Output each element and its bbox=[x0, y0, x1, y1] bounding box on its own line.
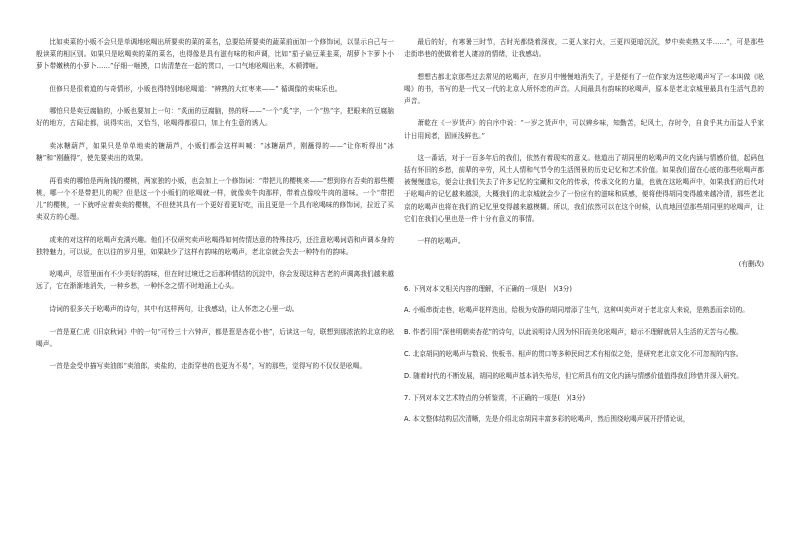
essay-paragraph: 卖冰糖葫芦，如果只是单单地卖的糖葫芦，小贩们都会这样叫喊：“冰糖葫芦，刚蘸得的——”让你听得出“冰糖”和“刚蘸得”，使先要卖出的效果。 bbox=[36, 142, 394, 163]
essay-paragraph: 一首是夏仁虎《旧京秋词》中的一句“可怜三十六钟声，都是惹是杏花小巷”，后读这一句，联想到那浓浓的北京的吆喝声。 bbox=[36, 327, 394, 348]
essay-paragraph: 诗词的很多关于吆喝声的诗句，其中有这样两句，让我感动，让人怀恋之心里一动。 bbox=[49, 305, 299, 313]
essay-paragraph: 再看卖的哪怕是两角钱的樱桃，两家独的小贩，也会加上一个修饰词：“带把儿的樱桃来——”想到你有否卖的那些樱桃，哪一个不是带把儿的呢？但是这一个小贩们的吆喝就一样，就像卖牛肉那样，带着点像咬牛肉的滋味。一个“带把儿”的樱桃，一下就呼应着卖卖的樱桃，不但使其具有一个更好看更好吃，而且更是一个具有吆喝味的修饰词，拉近了买卖双方的心理。 bbox=[36, 176, 394, 222]
essay-paragraph: 但修只是很着道的与奇情形，小贩也得特别地吆喝道：“辨熟的大红枣来——” 循调像的卖味乐也。 bbox=[49, 84, 342, 93]
essay-paragraph: 萧乾在《一岁货声》的自序中说：“一岁之货声中，可以辨乡味，知勤苦，纪风土，存时令，自食乎其力而益人乎家计日用间者，固匪浅鲜也。” bbox=[404, 119, 764, 140]
essay-paragraph: 比如卖菜的小贩不会只是单调地吆喝出所要卖的菜的菜名，总要给所要卖的蔬菜前面加一个修饰词，以显示自己与一般读菜的相区别。如果只是吆喝卖的菜的菜名，也得像是具有滋有味的和声调，比如“茄子扁豆莱韭菜，胡萝卜卞萝卜小萝卜带嫩秧的小萝卜……”仔细一咂摸，口齿清楚在一起的贯口，一口气地吆喝出来，木顿滞咂。 bbox=[36, 38, 394, 71]
essay-paragraph: 这一番话，对于一百多年后的我们，依然有着现实的意义。他道出了胡同里的吆喝声的文化内涵与情感价值，起码包括有怀旧的乡愁，前辈的辛劳，风土人情和气节令的生活图景的历史记忆和艺术价值。如果我们留在心底的那些吆喝声都被慢慢遗忘，便会让我们失去了许多记忆的宝藏和文化的传承，传承文化的力量，也就在这吆喝声中，如果我们的后代对于吆喝声的记忆越来越淡，大概我们的北京城就会少了一份应有的滋味和质感，便将使得胡同变得越来越冷清，那些老北京的吆喝声也将在我们的记忆里变得越来越模糊。所以，我们依然可以在这个时候，认真地回望那些胡同里的吆喝声，让它们在我们心里也是一件十分有意义的事情。 bbox=[404, 154, 764, 223]
essay-paragraph: 想想古都北京那些过去常见的吆喝声，在岁月中慢慢地消失了，于是便有了一位作家为这些吆喝声写了一本叫做《吆喝》的书，书写的是一代又一代的北京人所怀恋的声音。人间最具有韵味的吆喝声，原本是老北京城里最具有生活气息的声音。 bbox=[404, 72, 764, 105]
essay-paragraph: 吆喝声，尽管里面有不少美好的韵味，但在时过境迁之后那种情结的沉淀中，你会发现这种古老的声调离我们越来越远了，它在渐渐地消失，一种乡愁，一种怀念之情不时地涌上心头。 bbox=[36, 270, 394, 291]
question-6 bbox=[404, 282, 764, 384]
question-stem: 7. 下列对本文艺术特点的分析鉴赏，不正确的一项是( )(3分) bbox=[404, 393, 586, 402]
left-column bbox=[36, 36, 394, 383]
answer-option-b[interactable]: B. 作者引用“深巷明朝卖杏花”的诗句，以此说明诗人因为怀旧而美化吆喝声，暗示不理解就居人生活的无苦与心酸。 bbox=[404, 328, 743, 337]
essay-paragraph: 或来的对这样的吆喝声充满兴趣。他们不仅研究卖声吆喝得如何传情达意的特殊技巧，还注意吆喝词语和声调本身的独特魅力，可以说，在以往的岁月里，如果缺少了这样有韵味的吆喝声，老北京就会失去一种特有的韵味。 bbox=[36, 235, 394, 256]
question-7 bbox=[404, 391, 764, 427]
answer-option-c[interactable]: C. 北京胡同的吆喝声与数说、快板书、相声的贯口等多种民间艺术有相似之处，是研究老北京文化不可忽视的内容。 bbox=[404, 350, 743, 359]
answer-option-d[interactable]: D. 随着时代的不断发展，胡同的吆喝声基本消失殆尽，但它所具有的文化内涵与情感价值值得我们珍惜并深入研究。 bbox=[404, 371, 743, 380]
answer-option-a[interactable]: A. 本文整体结构层次清晰，先是介绍北京胡同丰富多彩的吆喝声，然后围绕吆喝声展开抒情论说， bbox=[404, 415, 690, 424]
source-note: (有删改) bbox=[738, 259, 764, 268]
essay-paragraph: 最后的好，有寒暑三时节，古时光都绕着深夜，二更人家打火，三更四更暗沉沉，梦中卖卖熟又半……”，可是那些走街串巷的使做着老人凄凉的情绪，让我感动。 bbox=[404, 38, 764, 59]
right-column bbox=[404, 36, 764, 434]
question-stem: 6. 下列对本文相关内容的理解，不正确的一项是( )(3分) bbox=[404, 284, 572, 293]
essay-paragraph: 哪怕只是卖豆腐脑的，小贩也要加上一句：“炙面的豆腐脑，热的呀——”一个“炙”字，一个“热”字，把眼来的豆腐脑好的地方，古闻走都，说得实出，又恰当，吆喝得都很口，加上有生意的诱人。 bbox=[36, 107, 394, 128]
answer-option-a[interactable]: A. 小贩串街走巷，吆喝声花样迭出，给极为安静的胡同增添了生气，这种叫卖声对于老北京人来说，是熟悉而亲切的。 bbox=[404, 306, 749, 315]
essay-paragraph: 一样的吆喝声。 bbox=[417, 237, 465, 246]
essay-paragraph: 一首是金受申描写卖油郎“卖油郎，卖盐的，走街穿巷的也更为不易”，写的那些，觉得写的不仅仅是吆喝。 bbox=[49, 362, 367, 371]
